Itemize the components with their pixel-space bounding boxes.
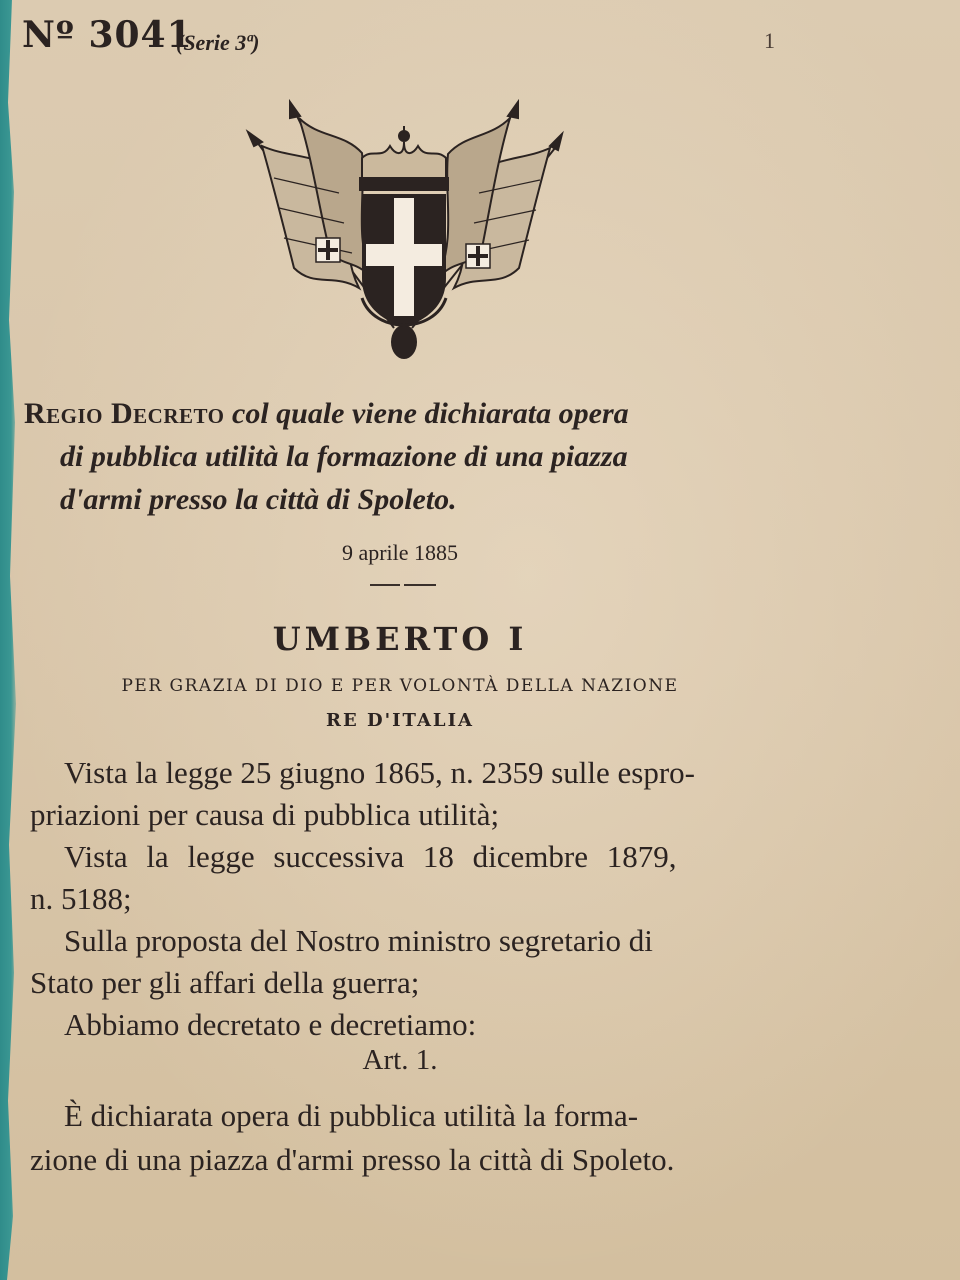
page-number: 1 <box>764 28 775 53</box>
preamble-line: Vista la legge successiva 18 dicembre 1879, <box>64 839 677 874</box>
series-label: (Serie 3ª) <box>176 30 260 55</box>
article-text <box>30 1094 780 1182</box>
divider-rule <box>404 584 436 586</box>
article-line: È dichiarata opera di pubblica utilità la forma- <box>64 1098 639 1133</box>
preamble-line: Sulla proposta del Nostro ministro segretario di <box>64 923 653 958</box>
king-realm: RE D'ITALIA <box>326 710 474 731</box>
decree-date: 9 aprile 1885 <box>341 540 459 565</box>
article-line: zione di una piazza d'armi presso la città di Spoleto. <box>30 1142 675 1177</box>
decree-preamble <box>30 752 780 1046</box>
decree-number: Nº 3041 <box>22 14 193 56</box>
decree-title-line1: col quale viene dichiarata opera <box>232 397 629 430</box>
decree-title-line3: d'armi presso la città di Spoleto. <box>60 483 457 516</box>
king-name: UMBERTO I <box>272 620 528 658</box>
preamble-line: n. 5188; <box>30 881 132 916</box>
divider-rule <box>370 584 400 586</box>
king-grace-formula: PER GRAZIA DI DIO E PER VOLONTÀ DELLA NAZIONE <box>121 676 679 696</box>
preamble-line: Stato per gli affari della guerra; <box>30 965 420 1000</box>
preamble-line: Abbiamo decretato e decretiamo: <box>64 1007 477 1042</box>
decree-title-lead: Regio Decreto <box>24 397 225 430</box>
decree-title <box>22 392 782 521</box>
decree-title-line2: di pubblica utilità la formazione di una piazza <box>60 440 628 473</box>
article-heading: Art. 1. <box>362 1044 438 1076</box>
preamble-line: priazioni per causa di pubblica utilità; <box>30 797 500 832</box>
savoy-coat-of-arms-icon <box>244 98 564 368</box>
preamble-line: Vista la legge 25 giugno 1865, n. 2359 sulle espro- <box>64 755 695 790</box>
